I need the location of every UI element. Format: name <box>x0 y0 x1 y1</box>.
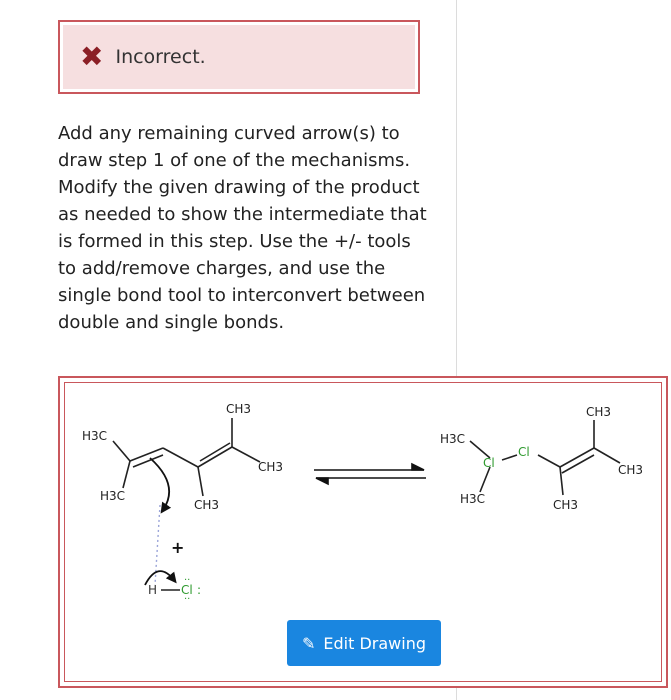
cl-atom-label: Cl <box>483 456 495 470</box>
ch3-label: CH3 <box>226 402 252 416</box>
plus-sign: + <box>171 538 185 557</box>
lone-pair-dots: : <box>197 583 202 597</box>
lone-pair-dots: ·· <box>184 575 191 586</box>
pencil-icon: ✎ <box>301 633 316 653</box>
instructions-text: Add any remaining curved arrow(s) to draw step 1 of one of the mechanisms. Modify the given drawing of the product as needed to show the intermediate that is formed in this step. Use the +/- tools to add/remove charges, and use the single bond tool to interconvert between double and single bonds. <box>58 123 427 333</box>
lone-pair-dots: ·· <box>184 594 191 605</box>
h3c-label: H3C <box>460 492 486 506</box>
cl-atom-label: Cl <box>518 445 530 459</box>
ch3-label: CH3 <box>194 498 220 512</box>
ch3-label: CH3 <box>258 460 284 474</box>
edit-drawing-label: Edit Drawing <box>323 633 426 653</box>
ch3-label: CH3 <box>553 498 579 512</box>
cl-atom-label: Cl <box>181 583 193 597</box>
h-atom-label: H <box>148 583 158 597</box>
edit-drawing-button[interactable] <box>287 620 441 666</box>
ch3-label: CH3 <box>586 405 612 419</box>
equilibrium-arrow <box>314 464 426 484</box>
reactant-structure <box>113 418 260 496</box>
reactant-labels <box>82 402 283 512</box>
h3c-label: H3C <box>82 429 108 443</box>
h3c-label: H3C <box>100 489 126 503</box>
alert-message: Incorrect. <box>115 46 206 68</box>
h3c-label: H3C <box>440 432 466 446</box>
hcl-molecule <box>145 571 201 605</box>
curved-arrow <box>150 458 169 510</box>
ch3-label: CH3 <box>618 463 644 477</box>
x-icon: ✖ <box>80 40 104 73</box>
